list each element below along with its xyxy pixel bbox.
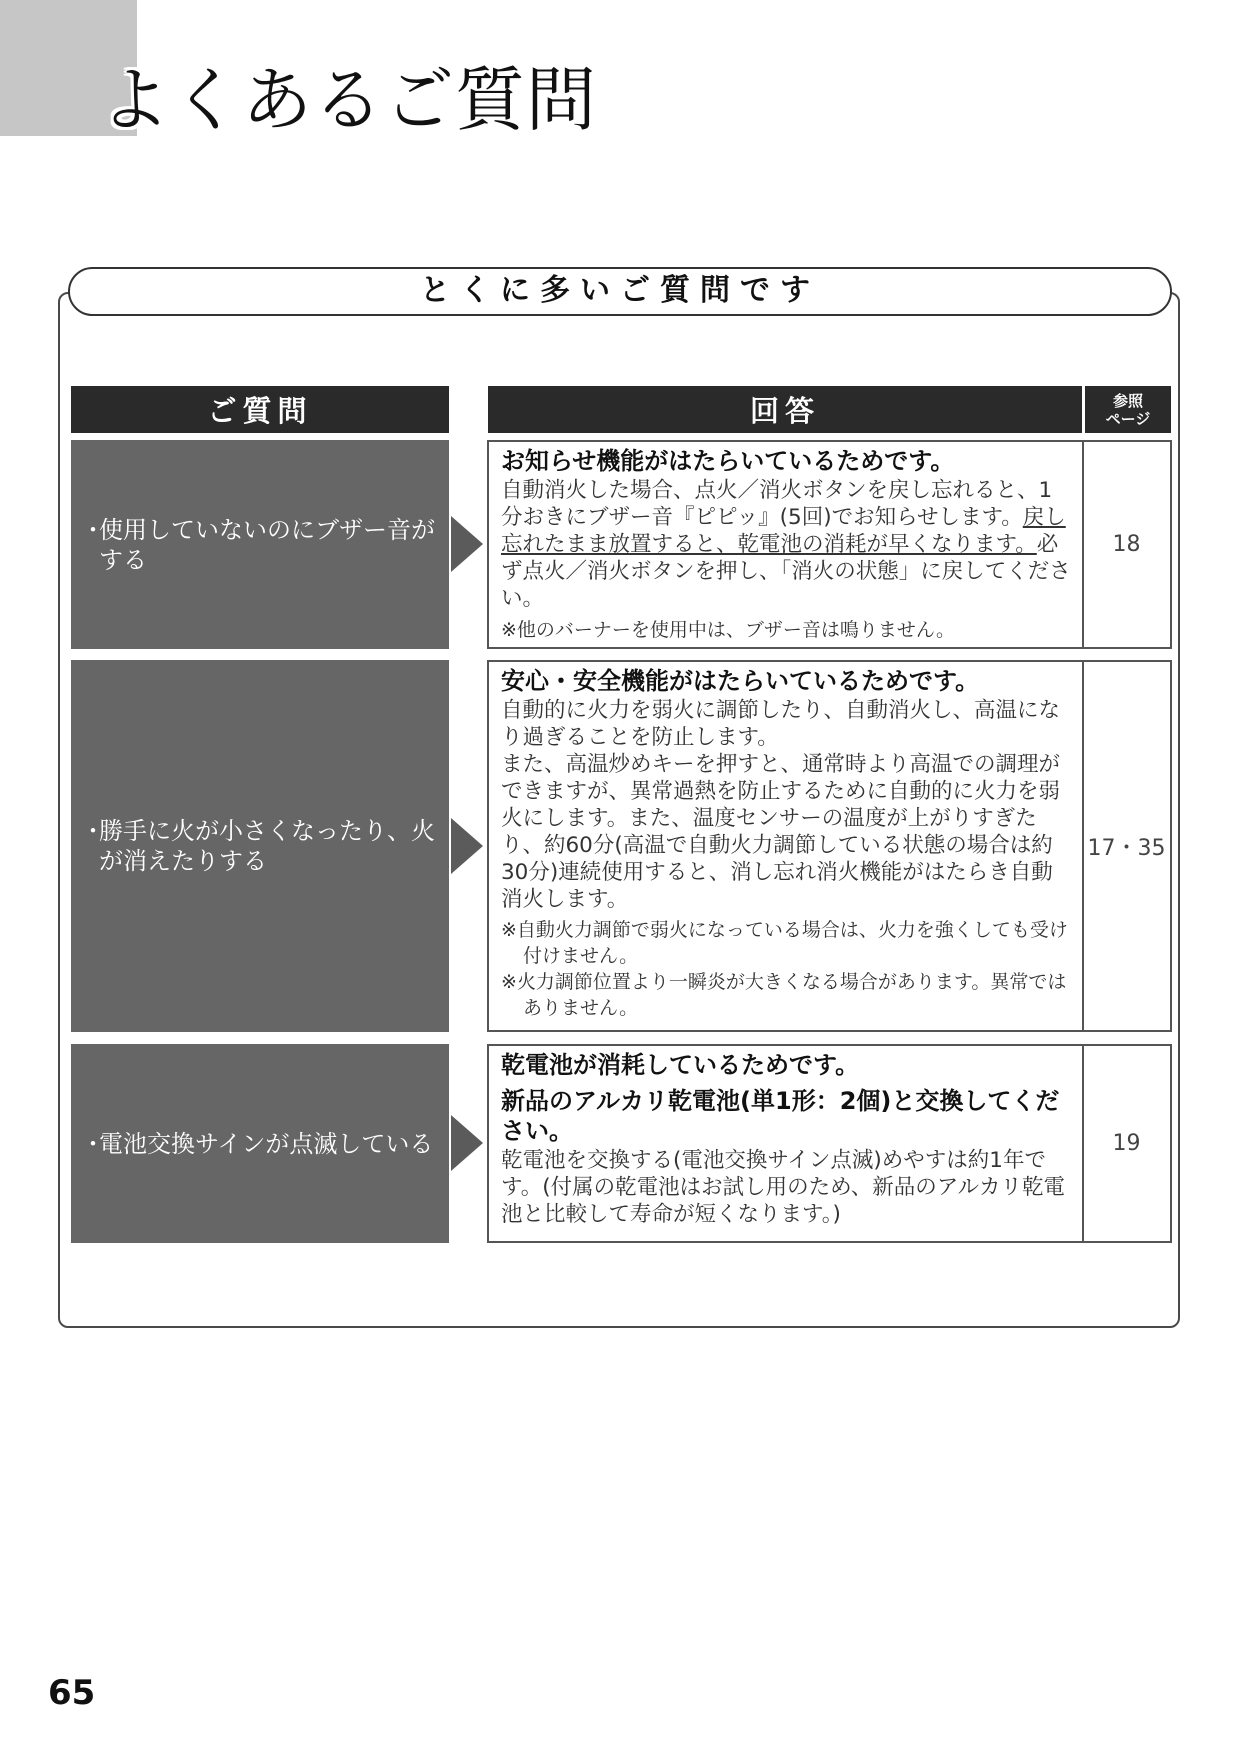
- page-title: よくあるご質問: [100, 59, 597, 141]
- arrow-right-icon: [451, 1115, 483, 1171]
- header-reference-page: [1085, 386, 1171, 433]
- question-text: 電池交換サインが点滅している: [99, 1129, 434, 1158]
- answer-note: ※火力調節位置より一瞬炎が大きくなる場合があります。異常ではありません。: [501, 971, 1067, 1019]
- bullet: ・: [81, 1129, 105, 1158]
- answer-body-1: 自動的に火力を弱火に調節したり、自動消火し、高温になり過ぎることを防止します。: [501, 698, 1061, 750]
- ref-page-1: 18: [1083, 440, 1172, 649]
- answer-note: ※自動火力調節で弱火になっている場合は、火力を強くしても受け付けません。: [501, 919, 1068, 967]
- arrow-right-icon: [451, 818, 483, 874]
- header-answer: 回答: [488, 386, 1082, 433]
- page-number: 65: [48, 1673, 96, 1713]
- faq-question-1: [71, 440, 449, 649]
- answer-warning-underlined: 戻し忘れたまま放置すると、乾電池の消耗が早くなります。: [501, 505, 1066, 557]
- ref-page-2: 17・35: [1083, 660, 1172, 1032]
- question-text: 使用していないのにブザー音がする: [99, 515, 435, 574]
- faq-question-3: [71, 1044, 449, 1243]
- question-text: 勝手に火が小さくなったり、火が消えたりする: [99, 817, 435, 875]
- answer-notes: [501, 917, 1072, 1021]
- faq-answer-3: [487, 1044, 1084, 1243]
- answer-text-pre: 自動消火した場合、点火／消火ボタンを戻し忘れると、1分おきにブザー音『ピピッ』(5回)でお知らせします。: [501, 478, 1053, 530]
- answer-body: [501, 477, 1072, 612]
- header-question: ご質問: [71, 386, 449, 433]
- faq-question-2: [71, 660, 449, 1032]
- answer-title: お知らせ機能がはたらいているためです。: [501, 447, 955, 475]
- answer-body-2: また、高温炒めキーを押すと、通常時より高温での調理ができますが、異常過熱を防止するために自動的に火力を弱火にします。また、温度センサーの温度が上がりすぎたり、約60分(高温で自動火力調節している状態の場合は約30分)連続使用すると、消し忘れ消火機能がはたらき自動消火します。: [501, 752, 1061, 912]
- section-title: とくに多いご質問です: [68, 267, 1172, 316]
- answer-title-2: 新品のアルカリ乾電池(単1形：2個)と交換してください。: [501, 1087, 1060, 1145]
- bullet: ・: [81, 817, 105, 845]
- answer-text-post: 必ず点火／消火ボタンを押し、「消火の状態」に戻してください。: [501, 532, 1071, 611]
- answer-body: 乾電池を交換する(電池交換サイン点滅)めやすは約1年です。(付属の乾電池はお試し用のため、新品のアルカリ乾電池と比較して寿命が短くなります。): [501, 1148, 1065, 1227]
- faq-answer-1: [487, 440, 1084, 649]
- faq-answer-2: [487, 660, 1084, 1032]
- bullet: ・: [81, 515, 105, 544]
- arrow-right-icon: [451, 516, 483, 572]
- answer-title: 安心・安全機能がはたらいているためです。: [501, 667, 980, 695]
- answer-note: ※他のバーナーを使用中は、ブザー音は鳴りません。: [501, 619, 956, 641]
- header-ref-line2: ページ: [1105, 409, 1151, 428]
- ref-page-3: 19: [1083, 1044, 1172, 1243]
- answer-title: 乾電池が消耗しているためです。: [501, 1051, 860, 1079]
- header-ref-line1: 参照: [1112, 391, 1143, 410]
